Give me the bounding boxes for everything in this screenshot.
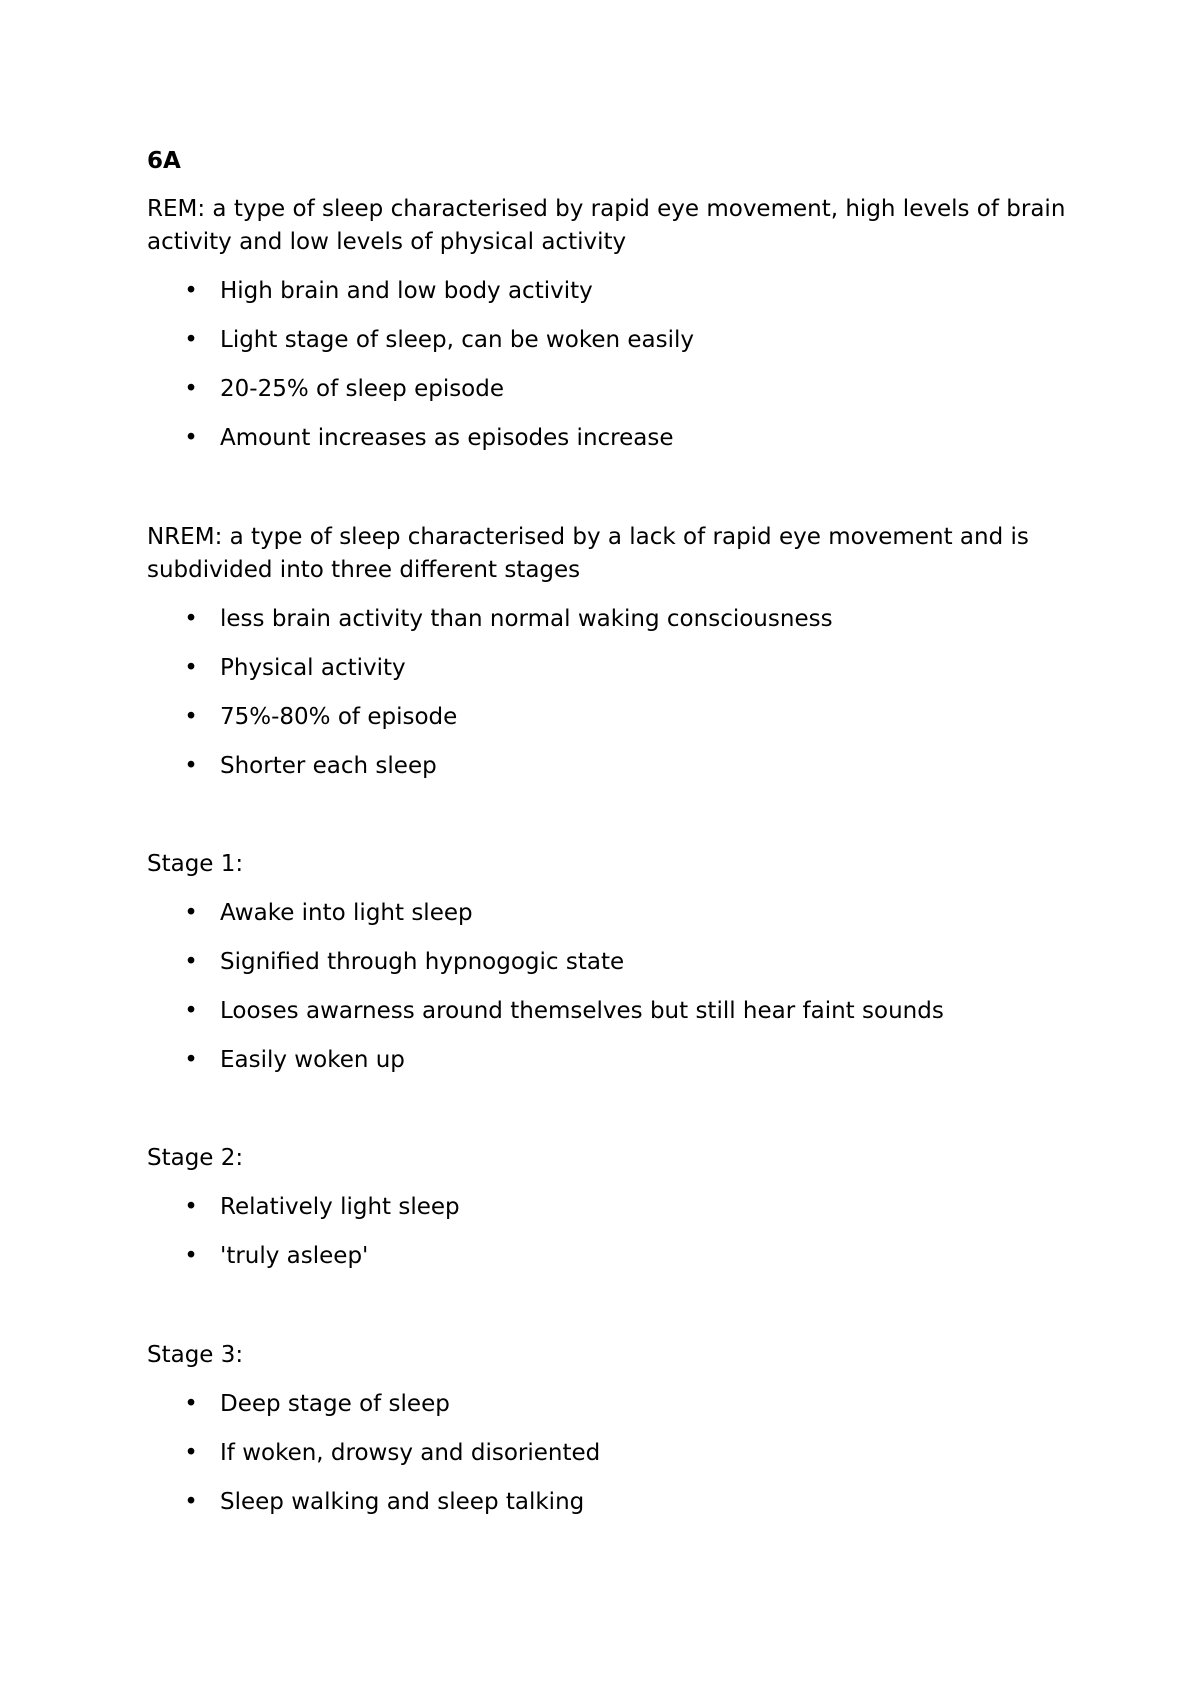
bullet-icon: •	[184, 327, 198, 353]
rem-definition: REM: a type of sleep characterised by rapid eye movement, high levels of brain activity and low levels of physical activity	[147, 196, 1066, 255]
stage-3-bullet-list	[147, 1388, 600, 1535]
bullet-icon: •	[184, 998, 198, 1024]
stage-2-heading: Stage 2:	[147, 1145, 244, 1171]
list-item-text: Physical activity	[220, 655, 406, 681]
rem-bullet-list	[147, 275, 694, 471]
list-item	[147, 897, 944, 946]
list-item	[147, 324, 694, 373]
list-item	[147, 603, 833, 652]
stage-1-bullet-list	[147, 897, 944, 1093]
bullet-icon: •	[184, 1047, 198, 1073]
list-item-text: High brain and low body activity	[220, 278, 593, 304]
nrem-definition: NREM: a type of sleep characterised by a lack of rapid eye movement and is subdivided into three different stages	[147, 524, 1029, 583]
stage-3-heading: Stage 3:	[147, 1342, 244, 1368]
list-item	[147, 750, 833, 799]
list-item	[147, 652, 833, 701]
bullet-icon: •	[184, 1194, 198, 1220]
list-item-text: less brain activity than normal waking consciousness	[220, 606, 833, 632]
list-item	[147, 1437, 600, 1486]
bullet-icon: •	[184, 606, 198, 632]
list-item-text: Light stage of sleep, can be woken easily	[220, 327, 694, 353]
bullet-icon: •	[184, 278, 198, 304]
list-item	[147, 701, 833, 750]
bullet-icon: •	[184, 1489, 198, 1515]
nrem-bullet-list	[147, 603, 833, 799]
list-item	[147, 1191, 460, 1240]
list-item	[147, 995, 944, 1044]
list-item-text: Shorter each sleep	[220, 753, 437, 779]
bullet-icon: •	[184, 1391, 198, 1417]
bullet-icon: •	[184, 425, 198, 451]
list-item-text: 20-25% of sleep episode	[220, 376, 505, 402]
list-item	[147, 1486, 600, 1535]
list-item-text: Sleep walking and sleep talking	[220, 1489, 585, 1515]
list-item-text: Signified through hypnogogic state	[220, 949, 625, 975]
list-item-text: Easily woken up	[220, 1047, 405, 1073]
list-item	[147, 275, 694, 324]
list-item	[147, 373, 694, 422]
bullet-icon: •	[184, 376, 198, 402]
bullet-icon: •	[184, 655, 198, 681]
stage-1-heading: Stage 1:	[147, 851, 244, 877]
list-item	[147, 946, 944, 995]
list-item-text: 'truly asleep'	[220, 1243, 369, 1269]
list-item-text: Awake into light sleep	[220, 900, 473, 926]
bullet-icon: •	[184, 704, 198, 730]
bullet-icon: •	[184, 949, 198, 975]
list-item	[147, 422, 694, 471]
list-item	[147, 1044, 944, 1093]
list-item-text: Amount increases as episodes increase	[220, 425, 674, 451]
list-item	[147, 1388, 600, 1437]
list-item-text: 75%-80% of episode	[220, 704, 458, 730]
list-item-text: If woken, drowsy and disoriented	[220, 1440, 601, 1466]
bullet-icon: •	[184, 753, 198, 779]
bullet-icon: •	[184, 900, 198, 926]
document-title: 6A	[147, 148, 181, 174]
list-item-text: Deep stage of sleep	[220, 1391, 450, 1417]
list-item	[147, 1240, 460, 1289]
list-item-text: Relatively light sleep	[220, 1194, 460, 1220]
list-item-text: Looses awarness around themselves but still hear faint sounds	[220, 998, 944, 1024]
stage-2-bullet-list	[147, 1191, 460, 1289]
bullet-icon: •	[184, 1440, 198, 1466]
bullet-icon: •	[184, 1243, 198, 1269]
